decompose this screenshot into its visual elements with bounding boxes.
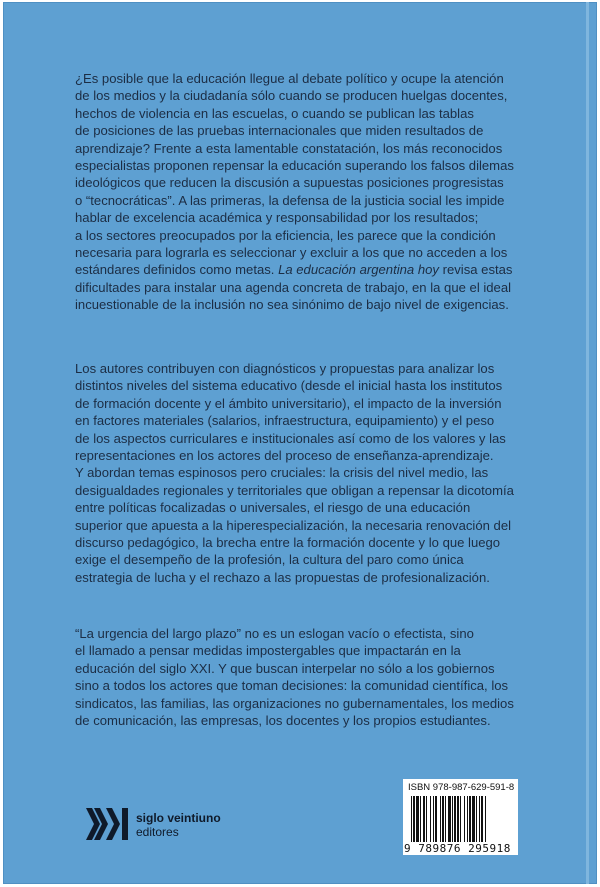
blurb-paragraph-1-end: revisa estas dificultades para instalar una agenda concreta de trabajo, en la que el ideal incuestionable de la inclusión no sea sinónimo de bajo nivel de exigencias. (75, 262, 513, 313)
barcode-digits: 9 789876 295918 (404, 842, 511, 855)
blurb-paragraph-1 (75, 70, 530, 314)
blurb-paragraph-2: Los autores contribuyen con diagnósticos y propuestas para analizar los distintos niveles del sistema educativo (desde el inicial hasta los institutos de formación docente y el ámbito universitario), el impacto de la inversión en factores materiales (salarios, infraestructura, equipamiento) y el peso de los aspectos curriculares e institucionales así como de los valores y las representaciones en los actores del proceso de enseñanza-aprendizaje. Y abordan temas espinosos pero cruciales: la crisis del nivel medio, las desigualdades regionales y territoriales que obligan a repensar la dicotomía entre políticas focalizadas o universales, el riesgo de una educación superior que apuesta a la hiperespecialización, la necesaria renovación del discurso pedagógico, la brecha entre la formación docente y lo que luego exige el desempeño de la profesión, la cultura del paro como única estrategia de lucha y el rechazo a las propuestas de profesionalización. (75, 361, 514, 585)
blurb-paragraph-1-start: ¿Es posible que la educación llegue al debate político y ocupe la atención de los medios y la ciudadanía sólo cuando se producen huelgas docentes, hechos de violencia en las escuelas, o cuando se publican las tablas de posiciones de las pruebas internacionales que miden resultados de aprendizaje? Frente a esta lamentable constatación, los más reconocidos especialistas proponen repensar la educación superando los falsos dilemas ideológicos que reducen la discusión a supuestas posiciones progresistas o “tecnocráticas”. A las primeras, la defensa de la justicia social les impide hablar de excelencia académica y responsabilidad por los resultados; a los sectores preocupados por la eficiencia, les parece que la condición necesaria para lograrla es seleccionar y excluir a los que no acceden a los estándares definidos como metas. (75, 71, 514, 278)
cover-edge (586, 2, 589, 884)
publisher-subtitle: editores (136, 825, 179, 839)
blurb-paragraph-3: “La urgencia del largo plazo” no es un eslogan vacío o efectista, sino el llamado a pensar medidas impostergables que impactarán en la educación del siglo XXI. Y que buscan interpelar no sólo a los gobiernos sino a todos los actores que toman decisiones: la comunidad científica, los sindicatos, las familias, las organizaciones no gubernamentales, los medios de comunicación, las empresas, los docentes y los propios estudiantes. (75, 626, 514, 729)
isbn-label: ISBN 978-987-629-591-8 (408, 782, 515, 793)
barcode-icon (410, 796, 514, 842)
publisher-name (136, 811, 221, 839)
publisher-name-line: siglo veintiuno (136, 811, 221, 825)
publisher-logo-icon (86, 808, 130, 840)
book-title-italic: La educación argentina hoy (278, 262, 439, 278)
